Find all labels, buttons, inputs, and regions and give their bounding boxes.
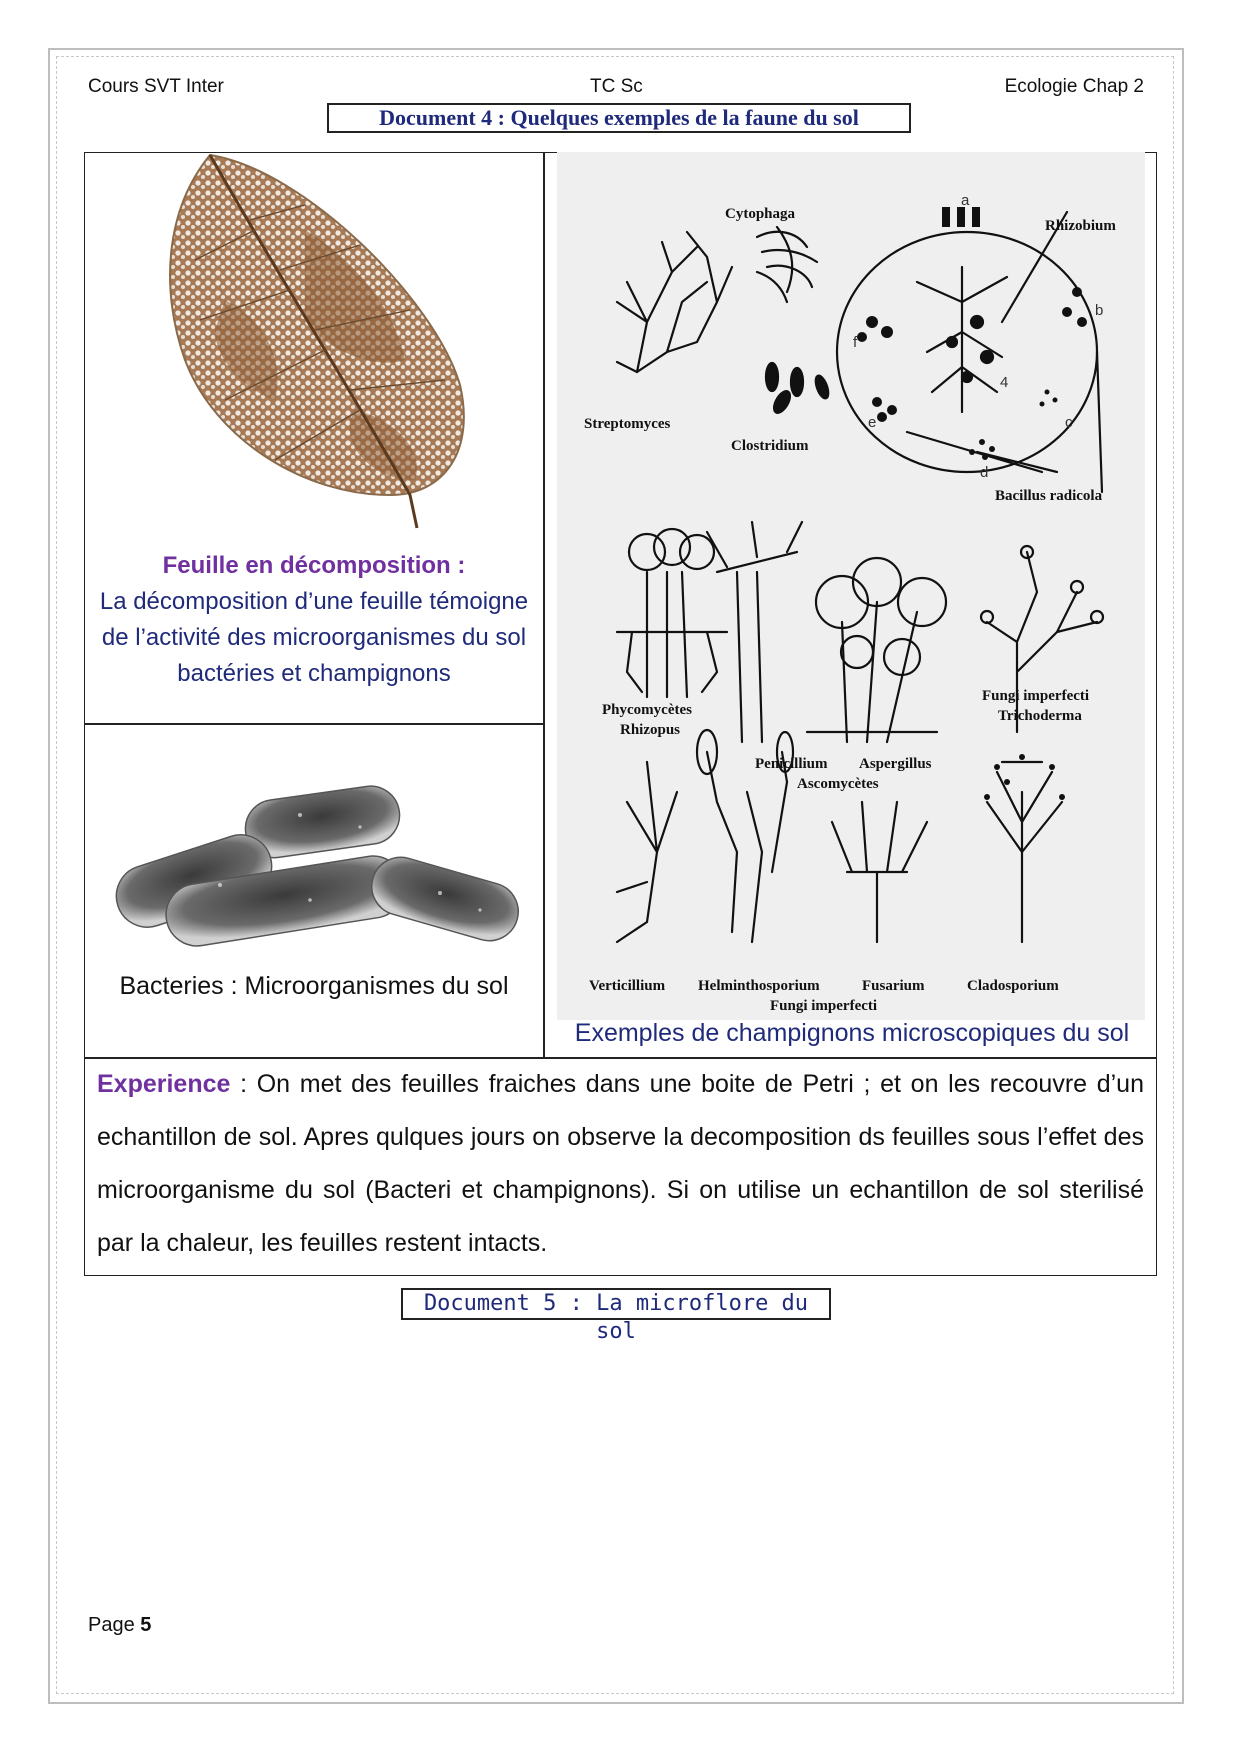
label-fusarium: Fusarium <box>862 978 925 994</box>
cycle-number-4: 4 <box>1000 374 1009 391</box>
label-ascomycetes: Ascomycètes <box>797 776 879 792</box>
page-number: 5 <box>140 1614 152 1636</box>
label-verticillium: Verticillium <box>589 978 666 994</box>
label-penicillium: Penicillium <box>755 756 828 772</box>
table-divider-left <box>84 723 544 725</box>
label-rhizopus: Rhizopus <box>620 722 681 738</box>
leaf-caption <box>92 548 536 692</box>
decomposing-leaf-image <box>155 150 475 530</box>
leaf-caption-text: La décomposition d’une feuille témoigne de l’activité des microorganismes du sol bactéries et champignons <box>99 588 529 687</box>
label-bacillus-radicola: Bacillus radicola <box>995 488 1103 504</box>
label-streptomyces: Streptomyces <box>584 416 671 432</box>
label-trichoderma: Trichoderma <box>998 708 1082 724</box>
page-footer <box>88 1614 151 1637</box>
label-cladosporium: Cladosporium <box>967 978 1059 994</box>
header-course: Cours SVT Inter <box>88 76 224 97</box>
header-class: TC Sc <box>590 76 643 97</box>
experience-text: : On met des feuilles fraiches dans une boite de Petri ; et on les recouvre d’un echantillon de sol. Apres qulques jours on observe la decomposition ds feuilles sous l’effet des microorganisme du sol (Bacteri et champignons). Si on utilise un echantillon de sol sterilisé par la chaleur, les feuilles restent intacts. <box>97 1070 1144 1257</box>
label-cytophaga: Cytophaga <box>725 206 796 222</box>
label-phycomycetes: Phycomycètes <box>602 702 692 718</box>
label-clostridium: Clostridium <box>731 438 809 454</box>
cycle-letter-d: d <box>980 464 989 481</box>
plate-caption: Exemples de champignons microscopiques du sol <box>574 1019 1130 1047</box>
cycle-letter-a: a <box>961 192 970 209</box>
label-fungi-imperfecti-bottom: Fungi imperfecti <box>770 998 878 1014</box>
bacteria-caption: Bacteries : Microorganismes du sol <box>119 972 509 1000</box>
bacteria-micrograph <box>110 775 520 965</box>
cycle-letter-e: e <box>868 414 877 431</box>
page-label: Page <box>88 1614 135 1636</box>
label-rhizobium: Rhizobium <box>1045 218 1116 234</box>
cycle-letter-c: c <box>1065 414 1073 431</box>
document-5-title: Document 5 : La microflore du sol <box>401 1288 831 1320</box>
label-aspergillus: Aspergillus <box>859 756 932 772</box>
leaf-caption-title: Feuille en décomposition : <box>162 552 466 579</box>
label-helminthosporium: Helminthosporium <box>698 978 820 994</box>
fungi-plate <box>557 152 1145 1020</box>
label-fungi-imperfecti-top: Fungi imperfecti <box>982 688 1090 704</box>
document-4-title: Document 4 : Quelques exemples de la faune du sol <box>327 103 911 133</box>
experience-paragraph <box>97 1058 1144 1270</box>
header-chapter: Ecologie Chap 2 <box>1004 76 1144 97</box>
table-divider-vertical <box>543 152 545 1058</box>
cycle-letter-b: b <box>1095 302 1104 319</box>
cycle-letter-f: f <box>853 334 858 351</box>
experience-keyword: Experience <box>97 1070 231 1098</box>
